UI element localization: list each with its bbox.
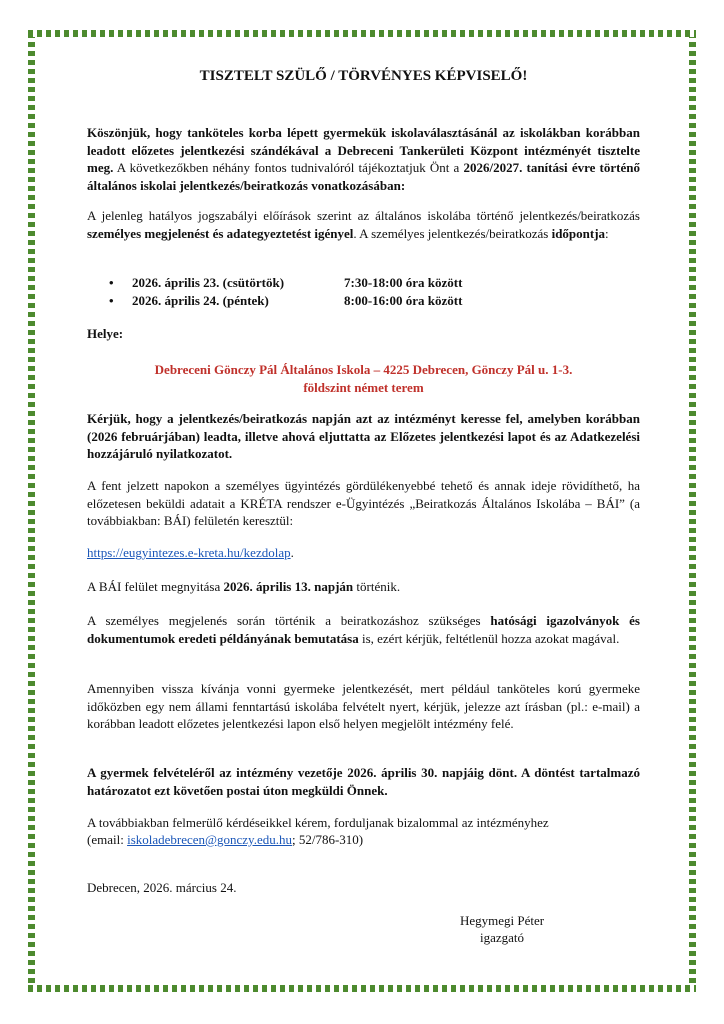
legal-text-2: . A személyes jelentkezés/beiratkozás <box>353 225 552 241</box>
legal-paragraph <box>87 207 640 242</box>
place-line-1: Debreceni Gönczy Pál Általános Iskola – 4225 Debrecen, Gönczy Pál u. 1-3. <box>154 362 573 377</box>
bai-text-2: történik. <box>353 579 401 594</box>
bai-paragraph <box>87 578 640 596</box>
date-item <box>87 274 640 292</box>
decision-paragraph: A gyermek felvételéről az intézmény vezetője 2026. április 30. napjáig dönt. A döntést tartalmazó határozatot ezt követően postai úton megküldi Önnek. <box>87 765 640 798</box>
kreta-paragraph: A fent jelzett napokon a személyes ügyintézés gördülékenyebbé tehető és annak ideje rövidíthető, ha előzetesen beküldi adatait a KRÉTA rendszer e-Ügyintézés „Beiratkozás Általános Iskolába – BÁI” (a továbbiakban: BÁI) felületén keresztül: <box>87 478 640 529</box>
contact-line-2 <box>87 831 640 849</box>
link-dot: . <box>290 545 294 560</box>
bai-text-1: A BÁI felület megnyitása <box>87 579 224 594</box>
link-line <box>87 544 640 562</box>
intro-bold-b: 2026/2027. tanítási évre történő általános iskolai jelentkezés/beiratkozás vonatkozásában: <box>87 160 640 193</box>
bullet-icon: • <box>109 293 114 308</box>
legal-bold-1: személyes megjelenést és adategyeztetést igényel <box>87 225 354 241</box>
intro-paragraph <box>87 124 640 194</box>
date-label: 2026. április 23. (csütörtök) <box>132 275 285 290</box>
legal-bold-2: időpontja <box>551 225 606 241</box>
place-line-2: földszint német terem <box>303 380 424 395</box>
intro-normal: A következőkben néhány fontos tudnivalóról tájékoztatjuk Önt a <box>113 160 464 176</box>
bullet-icon: • <box>109 275 114 290</box>
withdraw-paragraph: Amennyiben vissza kívánja vonni gyermeke jelentkezését, mert például tanköteles korú gyermeke időközben egy nem állami fenntartású iskolába felvételt nyert, kérjük, jelezze azt írásban (pl.: e-mail) a korábban leadott előzetes jelentkezési lapon első helyen megjelölt intézmény felé. <box>87 681 640 732</box>
eugyintezes-link[interactable]: https://eugyintezes.e-kreta.hu/kezdolap <box>87 545 291 560</box>
signature-name: Hegymegi Péter <box>459 913 545 928</box>
contact-line-1: A továbbiakban felmerülő kérdéseikkel kérem, forduljanak bizalommal az intézményhez <box>87 815 549 830</box>
signature-role: igazgató <box>479 930 525 945</box>
legal-text-1: A jelenleg hatályos jogszabályi előírások szerint az általános iskolába történő jelentkezés/beiratkozás <box>87 208 640 223</box>
intro-bold-a: Köszönjük, hogy tanköteles korba lépett gyermekük iskolaválasztásánál az iskolákban korábban leadott előzetes jelentkezési szándékával a Debreceni Tankerületi Központ intézményét tisztelte meg. <box>87 125 640 176</box>
legal-text-3: : <box>605 225 609 241</box>
page-title: TISZTELT SZÜLŐ / TÖRVÉNYES KÉPVISELŐ! <box>199 68 528 84</box>
place-date: Debrecen, 2026. március 24. <box>87 880 237 895</box>
request-paragraph: Kérjük, hogy a jelentkezés/beiratkozás napján azt az intézményt keresse fel, amelyben korábban (2026 februárjában) leadta, illetve ahová eljuttatta az Előzetes jelentkezési lapot és az Adatkezelési hozzájáruló nyilatkozatot. <box>87 411 640 462</box>
docs-text-1: A személyes megjelenés során történik a beiratkozáshoz szükséges <box>87 613 491 628</box>
date-label: 2026. április 24. (péntek) <box>132 293 269 308</box>
time-label: 7:30-18:00 óra között <box>344 275 463 290</box>
date-item <box>87 292 640 310</box>
docs-text-2: is, ezért kérjük, feltétlenül hozza azokat magával. <box>358 630 620 646</box>
contact-post: ; 52/786-310) <box>291 832 364 847</box>
documents-paragraph <box>87 612 640 647</box>
place-label: Helye: <box>87 326 124 341</box>
docs-bold: hatósági igazolványok és dokumentumok eredeti példányának bemutatása <box>87 613 640 646</box>
contact-pre: (email: <box>87 832 128 847</box>
bai-date: 2026. április 13. napján <box>223 579 354 594</box>
time-label: 8:00-16:00 óra között <box>344 293 463 308</box>
date-list <box>87 274 640 310</box>
email-link[interactable]: iskoladebrecen@gonczy.edu.hu <box>127 832 292 847</box>
